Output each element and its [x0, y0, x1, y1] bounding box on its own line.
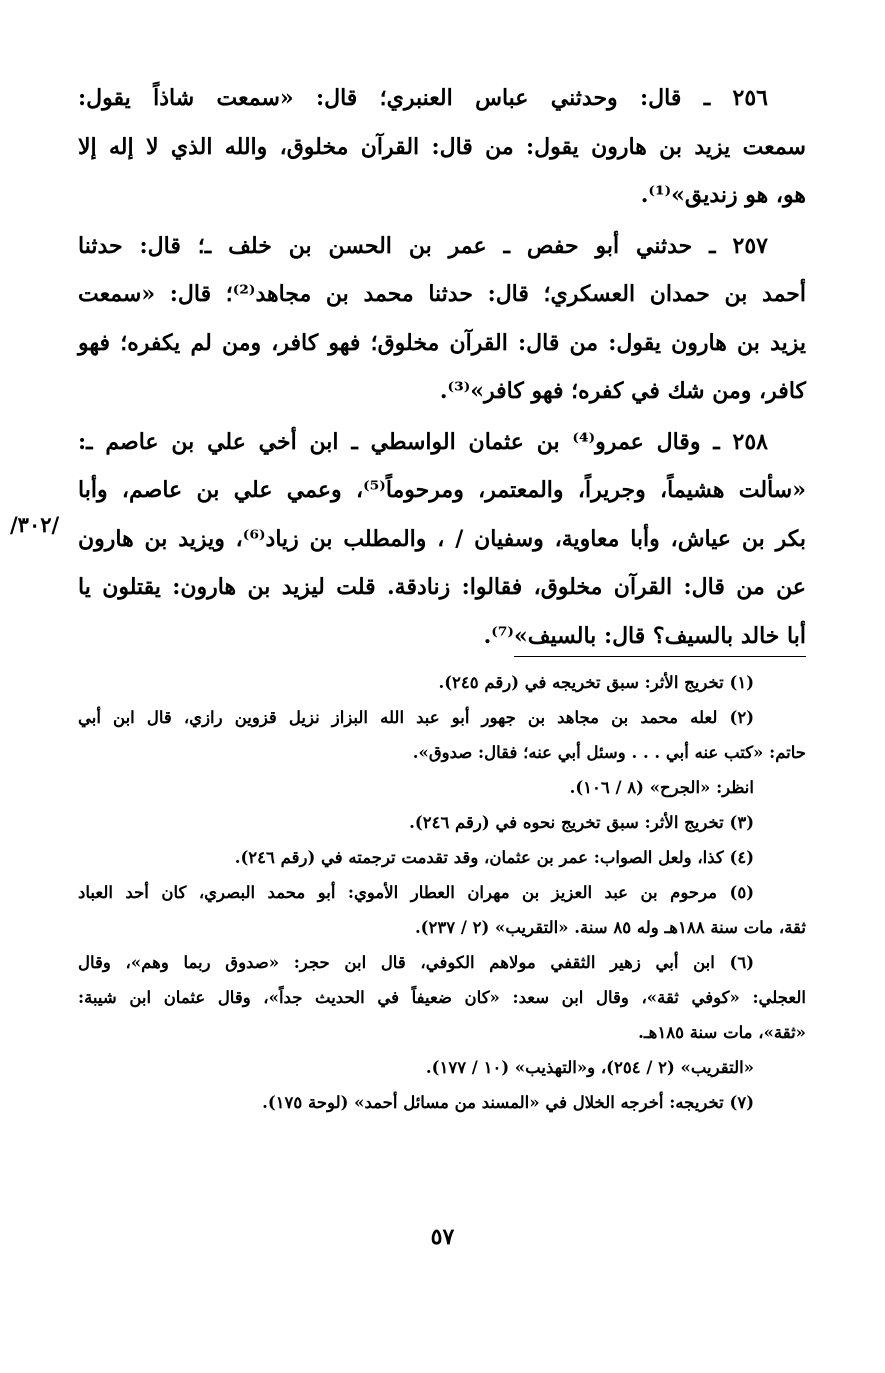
- text-line: ٢٥٨ ـ وقال عمرو⁽⁴⁾ بن عثمان الواسطي ـ ابن أخي علي بن عاصم ـ:: [78, 428, 768, 455]
- footnotes: [78, 665, 806, 1120]
- footnote-line: (٢) لعله محمد بن مجاهد بن جهور أبو عبد الله البزاز نزيل قزوين رازي، قال ابن أبي: [78, 708, 754, 727]
- paragraph-257: [78, 222, 806, 416]
- footnote-line: (٤) كذا، ولعل الصواب: عمر بن عثمان، وقد تقدمت ترجمته في (رقم ٢٤٦).: [234, 848, 754, 867]
- footnote-line: العجلي: «كوفي ثقة»، وقال ابن سعد: «كان ضعيفاً في الحديث جداً»، وقال عثمان ابن شيبة:: [78, 988, 806, 1007]
- text-line: بكر بن عياش، وأبا معاوية، وسفيان / ، والمطلب بن زياد⁽⁶⁾، ويزيد بن هارون: [78, 525, 806, 552]
- footnote-line: (٥) مرحوم بن عبد العزيز بن مهران العطار الأموي: أبو محمد البصري، كان أحد العباد: [78, 883, 754, 902]
- paragraph-258: [78, 418, 806, 661]
- page-number: ٥٧: [430, 1224, 455, 1250]
- footnote-7: [78, 1085, 806, 1120]
- footnote-separator: [514, 656, 806, 657]
- text-line: يزيد بن هارون يقول: من قال: القرآن مخلوق؛ فهو كافر، ومن لم يكفره؛ فهو: [78, 329, 806, 356]
- text-line: كافر، ومن شك في كفره؛ فهو كافر»⁽³⁾.: [439, 378, 806, 404]
- footnote-line: «التقريب» (٢ / ٢٥٤)، و«التهذيب» (١٠ / ١٧٧).: [425, 1058, 754, 1077]
- main-text: [78, 74, 806, 662]
- paragraph-256: [78, 74, 806, 220]
- text-line: «سألت هشيماً، وجريراً، والمعتمر، ومرحوماً⁽⁵⁾، وعمي علي بن عاصم، وأبا: [78, 477, 806, 503]
- footnote-line: (١) تخريج الأثر: سبق تخريجه في (رقم ٢٤٥).: [438, 673, 754, 692]
- footnote-line: ثقة، مات سنة ١٨٨هـ وله ٨٥ سنة. «التقريب» (٢ / ٢٣٧).: [414, 918, 806, 937]
- footnote-line: حاتم: «كتب عنه أبي . . . وسئل أبي عنه؛ فقال: صدوق».: [412, 743, 806, 762]
- text-line: عن من قال: القرآن مخلوق، فقالوا: زنادقة. قلت ليزيد بن هارون: يقتلون يا: [78, 574, 806, 600]
- footnote-line: انظر: «الجرح» (٨ / ١٠٦).: [569, 778, 754, 797]
- footnote-2: [78, 700, 806, 805]
- footnote-5: [78, 875, 806, 945]
- footnote-1: [78, 665, 806, 700]
- footnote-3: [78, 805, 806, 840]
- footnote-4: [78, 840, 806, 875]
- text-line: ٢٥٧ ـ حدثني أبو حفص ـ عمر بن الحسن بن خلف ـ؛ قال: حدثنا: [78, 232, 768, 259]
- footnote-line: (٣) تخريج الأثر: سبق تخريج نحوه في (رقم ٢٤٦).: [409, 813, 754, 832]
- footnote-line: «ثقة»، مات سنة ١٨٥هـ.: [638, 1023, 806, 1042]
- text-line: أحمد بن حمدان العسكري؛ قال: حدثنا محمد بن مجاهد⁽²⁾؛ قال: «سمعت: [78, 281, 806, 307]
- text-line: هو، هو زنديق»⁽¹⁾.: [640, 182, 806, 208]
- text-line: سمعت يزيد بن هارون يقول: من قال: القرآن مخلوق، والله الذي لا إله إلا: [78, 133, 806, 160]
- footnote-line: (٧) تخريجه: أخرجه الخلال في «المسند من مسائل أحمد» (لوحة ١٧٥).: [262, 1093, 754, 1112]
- text-line: ٢٥٦ ـ قال: وحدثني عباس العنبري؛ قال: «سمعت شاذاً يقول:: [78, 85, 768, 111]
- footnote-line: (٦) ابن أبي زهير الثقفي مولاهم الكوفي، قال ابن حجر: «صدوق ربما وهم»، وقال: [78, 953, 754, 972]
- marginal-page-reference: /٣٠٢/: [10, 512, 60, 537]
- text-line: أبا خالد بالسيف؟ قال: بالسيف»⁽⁷⁾.: [483, 622, 806, 649]
- footnote-6: [78, 945, 806, 1085]
